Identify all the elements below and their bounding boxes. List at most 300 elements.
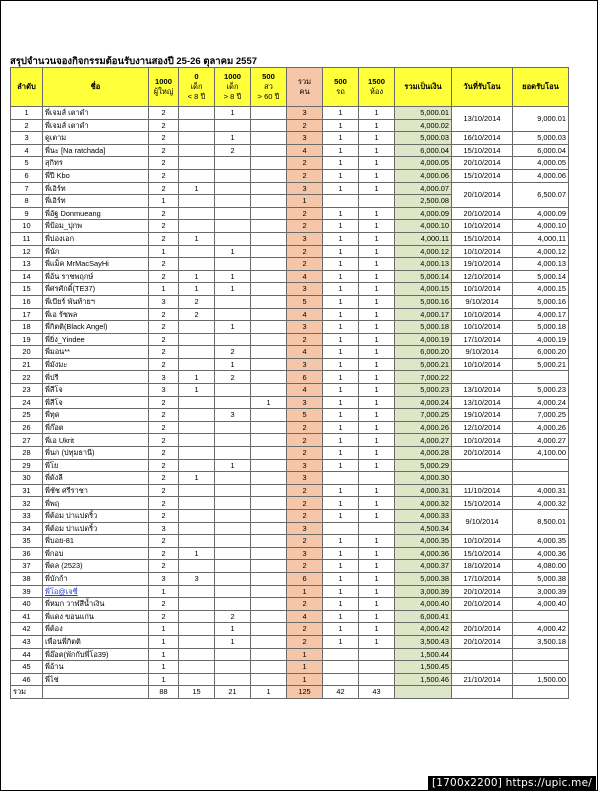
row-money: 4,000.11 <box>395 232 452 245</box>
row-transfer-date: 12/10/2014 <box>452 421 513 434</box>
table-row <box>11 220 569 233</box>
row-number: 28 <box>11 447 43 460</box>
row-name: พี่ป้อม_ปุกพ <box>43 220 149 233</box>
row-car: 1 <box>323 623 359 636</box>
row-transfer-amount: 4,100.00 <box>513 447 569 460</box>
row-transfer-date: 17/10/2014 <box>452 572 513 585</box>
row-transfer-amount: 3,500.18 <box>513 635 569 648</box>
row-people: 3 <box>287 472 323 485</box>
table-row <box>11 535 569 548</box>
table-row <box>11 107 569 120</box>
row-money: 4,000.09 <box>395 207 452 220</box>
row-name: พี่เจมส์ เตาดำ <box>43 119 149 132</box>
row-kid-under-8 <box>179 195 215 208</box>
row-senior <box>251 497 287 510</box>
row-transfer-amount: 8,500.01 <box>513 510 569 535</box>
row-senior <box>251 283 287 296</box>
row-kid-over-8 <box>215 661 251 674</box>
row-transfer-date: 13/10/2014 <box>452 107 513 132</box>
row-transfer-amount: 4,000.09 <box>513 207 569 220</box>
row-transfer-date: 10/10/2014 <box>452 308 513 321</box>
row-room: 1 <box>359 384 395 397</box>
row-senior <box>251 560 287 573</box>
table-row <box>11 661 569 674</box>
row-name: พี่ศรศักดิ์(TE37) <box>43 283 149 296</box>
row-people: 2 <box>287 623 323 636</box>
row-car: 1 <box>323 547 359 560</box>
row-kid-under-8 <box>179 673 215 686</box>
row-adult: 2 <box>149 308 179 321</box>
row-kid-under-8 <box>179 484 215 497</box>
row-kid-over-8 <box>215 384 251 397</box>
row-money: 4,000.26 <box>395 421 452 434</box>
row-kid-under-8 <box>179 258 215 271</box>
row-adult: 1 <box>149 585 179 598</box>
row-name: พี่อ้น ราชพฤกษ์ <box>43 270 149 283</box>
row-transfer-date: 21/10/2014 <box>452 673 513 686</box>
row-kid-under-8 <box>179 321 215 334</box>
row-transfer-amount: 4,000.19 <box>513 333 569 346</box>
row-car: 1 <box>323 447 359 460</box>
row-adult: 3 <box>149 295 179 308</box>
row-people: 2 <box>287 484 323 497</box>
row-kid-over-8 <box>215 169 251 182</box>
row-people: 2 <box>287 497 323 510</box>
row-kid-under-8 <box>179 610 215 623</box>
row-transfer-amount <box>513 661 569 674</box>
row-kid-over-8 <box>215 484 251 497</box>
row-money: 4,000.15 <box>395 283 452 296</box>
row-name: พี่กอบ <box>43 547 149 560</box>
row-money: 4,000.28 <box>395 447 452 460</box>
row-adult: 2 <box>149 484 179 497</box>
table-row <box>11 572 569 585</box>
row-transfer-date <box>452 371 513 384</box>
row-senior <box>251 421 287 434</box>
row-name: พี่ไช่ <box>43 673 149 686</box>
row-senior <box>251 295 287 308</box>
row-room: 1 <box>359 182 395 195</box>
row-adult: 2 <box>149 396 179 409</box>
totals-name-cell <box>43 686 149 699</box>
table-row <box>11 472 569 485</box>
row-room: 1 <box>359 560 395 573</box>
row-number: 24 <box>11 396 43 409</box>
total-date-cell <box>452 686 513 699</box>
row-kid-over-8: 3 <box>215 409 251 422</box>
row-kid-under-8 <box>179 447 215 460</box>
row-kid-over-8: 2 <box>215 144 251 157</box>
row-room: 1 <box>359 157 395 170</box>
row-transfer-amount: 9,000.01 <box>513 107 569 132</box>
row-kid-over-8 <box>215 333 251 346</box>
table-row <box>11 321 569 334</box>
row-transfer-amount: 4,000.36 <box>513 547 569 560</box>
row-name: พี่เบียร์ พันท้ายฯ <box>43 295 149 308</box>
row-kid-under-8: 1 <box>179 472 215 485</box>
row-senior <box>251 535 287 548</box>
row-senior <box>251 585 287 598</box>
row-money: 5,000.23 <box>395 384 452 397</box>
row-adult: 2 <box>149 107 179 120</box>
table-row <box>11 610 569 623</box>
row-kid-under-8: 1 <box>179 182 215 195</box>
row-transfer-amount: 5,000.21 <box>513 358 569 371</box>
row-kid-over-8 <box>215 232 251 245</box>
table-row <box>11 258 569 271</box>
row-transfer-date: 9/10/2014 <box>452 510 513 535</box>
row-senior <box>251 598 287 611</box>
row-name: พี่เอ รัชพล <box>43 308 149 321</box>
row-number: 11 <box>11 232 43 245</box>
row-senior <box>251 333 287 346</box>
row-money: 4,000.13 <box>395 258 452 271</box>
row-room: 1 <box>359 245 395 258</box>
row-number: 18 <box>11 321 43 334</box>
row-car: 1 <box>323 157 359 170</box>
row-adult: 3 <box>149 371 179 384</box>
row-kid-over-8 <box>215 308 251 321</box>
row-car: 1 <box>323 371 359 384</box>
table-row <box>11 510 569 523</box>
row-transfer-date: 11/10/2014 <box>452 484 513 497</box>
row-name: พี่แดง ขอนแก่น <box>43 610 149 623</box>
table-row <box>11 459 569 472</box>
row-money: 4,000.31 <box>395 484 452 497</box>
row-transfer-date: 15/10/2014 <box>452 144 513 157</box>
row-transfer-amount: 5,000.14 <box>513 270 569 283</box>
row-adult: 1 <box>149 635 179 648</box>
table-row <box>11 333 569 346</box>
row-name: พี่สีโจ <box>43 396 149 409</box>
row-kid-under-8 <box>179 421 215 434</box>
row-car: 1 <box>323 333 359 346</box>
row-money: 4,000.24 <box>395 396 452 409</box>
row-people: 2 <box>287 207 323 220</box>
row-number: 20 <box>11 346 43 359</box>
row-kid-over-8 <box>215 119 251 132</box>
row-adult: 2 <box>149 157 179 170</box>
row-senior <box>251 144 287 157</box>
row-name: พี่พฤ <box>43 497 149 510</box>
row-money: 5,000.18 <box>395 321 452 334</box>
row-money: 5,000.14 <box>395 270 452 283</box>
row-kid-over-8: 1 <box>215 321 251 334</box>
row-name: พี่ต้อม ปาแปดริ้ว <box>43 510 149 523</box>
row-kid-under-8 <box>179 635 215 648</box>
row-room <box>359 648 395 661</box>
row-kid-under-8 <box>179 333 215 346</box>
table-row <box>11 207 569 220</box>
row-adult: 2 <box>149 535 179 548</box>
row-kid-over-8 <box>215 220 251 233</box>
row-kid-over-8: 1 <box>215 245 251 258</box>
row-people: 3 <box>287 321 323 334</box>
row-adult: 1 <box>149 673 179 686</box>
row-number: 41 <box>11 610 43 623</box>
row-senior <box>251 447 287 460</box>
row-transfer-date: 16/10/2014 <box>452 132 513 145</box>
row-senior <box>251 409 287 422</box>
row-name: พี่ปี Kbo <box>43 169 149 182</box>
row-adult: 1 <box>149 245 179 258</box>
row-room: 1 <box>359 547 395 560</box>
row-kid-over-8 <box>215 560 251 573</box>
row-transfer-date: 13/10/2014 <box>452 384 513 397</box>
row-transfer-amount: 4,000.12 <box>513 245 569 258</box>
row-senior <box>251 107 287 120</box>
row-car: 1 <box>323 107 359 120</box>
row-money: 4,000.10 <box>395 220 452 233</box>
row-kid-under-8: 1 <box>179 371 215 384</box>
header-name: ชื่อ <box>43 68 149 107</box>
row-adult: 2 <box>149 560 179 573</box>
row-kid-under-8: 1 <box>179 270 215 283</box>
row-adult: 2 <box>149 220 179 233</box>
row-name-link[interactable]: พี่โอ@เจซี่ <box>45 586 78 596</box>
row-number: 1 <box>11 107 43 120</box>
row-kid-over-8 <box>215 673 251 686</box>
row-name: เพื่อนพี่กิตติ <box>43 635 149 648</box>
row-room: 1 <box>359 598 395 611</box>
row-kid-over-8 <box>215 396 251 409</box>
row-senior <box>251 384 287 397</box>
row-people: 2 <box>287 560 323 573</box>
row-car: 1 <box>323 409 359 422</box>
header-room: 1500 ห้อง <box>359 68 395 107</box>
row-kid-over-8 <box>215 182 251 195</box>
row-room: 1 <box>359 232 395 245</box>
row-car <box>323 472 359 485</box>
row-transfer-amount: 3,000.39 <box>513 585 569 598</box>
row-transfer-amount: 4,000.24 <box>513 396 569 409</box>
table-row <box>11 497 569 510</box>
row-kid-under-8: 2 <box>179 308 215 321</box>
row-adult: 3 <box>149 384 179 397</box>
table-row <box>11 396 569 409</box>
row-kid-under-8: 2 <box>179 295 215 308</box>
table-row <box>11 232 569 245</box>
row-kid-under-8 <box>179 107 215 120</box>
row-money: 4,000.02 <box>395 119 452 132</box>
row-people: 2 <box>287 258 323 271</box>
row-people: 6 <box>287 371 323 384</box>
header-kid-under-8: 0 เด็ก < 8 ปี <box>179 68 215 107</box>
row-room: 1 <box>359 484 395 497</box>
row-number: 23 <box>11 384 43 397</box>
row-room: 1 <box>359 144 395 157</box>
row-kid-under-8 <box>179 459 215 472</box>
row-transfer-amount: 4,000.26 <box>513 421 569 434</box>
row-money: 1,500.46 <box>395 673 452 686</box>
row-car: 1 <box>323 358 359 371</box>
row-senior <box>251 547 287 560</box>
table-row <box>11 371 569 384</box>
row-senior <box>251 220 287 233</box>
header-money: รวมเป็นเงิน <box>395 68 452 107</box>
row-senior <box>251 258 287 271</box>
table-row <box>11 484 569 497</box>
row-adult: 1 <box>149 648 179 661</box>
row-money: 6,000.20 <box>395 346 452 359</box>
row-number: 40 <box>11 598 43 611</box>
row-car: 1 <box>323 144 359 157</box>
table-row <box>11 547 569 560</box>
row-kid-over-8 <box>215 421 251 434</box>
row-name: พี่เอิร์ท <box>43 182 149 195</box>
row-car: 1 <box>323 182 359 195</box>
row-room: 1 <box>359 283 395 296</box>
row-transfer-amount: 4,000.42 <box>513 623 569 636</box>
row-transfer-amount: 4,000.06 <box>513 169 569 182</box>
row-car: 1 <box>323 245 359 258</box>
row-kid-under-8 <box>179 157 215 170</box>
row-car: 1 <box>323 258 359 271</box>
row-room: 1 <box>359 321 395 334</box>
table-row <box>11 598 569 611</box>
row-money: 4,000.36 <box>395 547 452 560</box>
row-car: 1 <box>323 321 359 334</box>
row-adult: 1 <box>149 623 179 636</box>
table-row <box>11 409 569 422</box>
row-senior <box>251 484 287 497</box>
header-senior: 500 สว > 60 ปี <box>251 68 287 107</box>
row-people: 1 <box>287 648 323 661</box>
table-row <box>11 623 569 636</box>
row-car: 1 <box>323 497 359 510</box>
row-adult: 2 <box>149 472 179 485</box>
header-people: รวม คน <box>287 68 323 107</box>
row-transfer-date: 15/10/2014 <box>452 169 513 182</box>
row-car: 1 <box>323 535 359 548</box>
row-people: 1 <box>287 661 323 674</box>
row-money: 5,000.29 <box>395 459 452 472</box>
row-senior <box>251 245 287 258</box>
row-kid-under-8: 1 <box>179 384 215 397</box>
row-senior <box>251 157 287 170</box>
row-kid-under-8 <box>179 358 215 371</box>
row-transfer-amount: 7,000.25 <box>513 409 569 422</box>
row-people: 3 <box>287 132 323 145</box>
row-car <box>323 522 359 535</box>
row-kid-over-8 <box>215 295 251 308</box>
row-money: 7,000.25 <box>395 409 452 422</box>
row-kid-under-8 <box>179 144 215 157</box>
row-number: 43 <box>11 635 43 648</box>
row-money: 6,000.41 <box>395 610 452 623</box>
row-transfer-date: 20/10/2014 <box>452 585 513 598</box>
row-senior <box>251 635 287 648</box>
row-name: ดูเตาม <box>43 132 149 145</box>
row-transfer-date: 20/10/2014 <box>452 207 513 220</box>
table-row <box>11 585 569 598</box>
row-name: พี่ชัช ศรีราชา <box>43 484 149 497</box>
row-transfer-amount: 5,000.03 <box>513 132 569 145</box>
row-car: 1 <box>323 459 359 472</box>
row-transfer-amount: 4,000.05 <box>513 157 569 170</box>
row-people: 3 <box>287 283 323 296</box>
table-row <box>11 245 569 258</box>
row-kid-over-8 <box>215 535 251 548</box>
row-number: 32 <box>11 497 43 510</box>
row-money: 4,000.42 <box>395 623 452 636</box>
row-kid-over-8: 1 <box>215 107 251 120</box>
row-transfer-amount: 4,000.10 <box>513 220 569 233</box>
row-people: 4 <box>287 384 323 397</box>
row-room: 1 <box>359 623 395 636</box>
row-people: 3 <box>287 396 323 409</box>
row-kid-under-8 <box>179 648 215 661</box>
row-people: 1 <box>287 195 323 208</box>
row-senior <box>251 207 287 220</box>
row-money: 4,000.33 <box>395 510 452 523</box>
row-number: 17 <box>11 308 43 321</box>
row-number: 35 <box>11 535 43 548</box>
row-room: 1 <box>359 346 395 359</box>
row-name: พี่นก (ปทุมธานี) <box>43 447 149 460</box>
row-people: 2 <box>287 447 323 460</box>
row-kid-over-8: 1 <box>215 283 251 296</box>
row-number: 33 <box>11 510 43 523</box>
row-number: 42 <box>11 623 43 636</box>
row-people: 4 <box>287 346 323 359</box>
row-adult: 2 <box>149 232 179 245</box>
row-room: 1 <box>359 308 395 321</box>
row-number: 5 <box>11 157 43 170</box>
row-kid-over-8 <box>215 598 251 611</box>
row-name: พี่ดล (2523) <box>43 560 149 573</box>
row-name: พี่โย <box>43 459 149 472</box>
row-number: 25 <box>11 409 43 422</box>
row-adult: 2 <box>149 346 179 359</box>
row-transfer-amount <box>513 371 569 384</box>
row-transfer-amount: 4,000.17 <box>513 308 569 321</box>
row-kid-under-8 <box>179 409 215 422</box>
row-people: 1 <box>287 585 323 598</box>
row-money: 1,500.45 <box>395 661 452 674</box>
row-adult: 2 <box>149 207 179 220</box>
row-room: 1 <box>359 270 395 283</box>
table-row <box>11 308 569 321</box>
row-adult: 2 <box>149 510 179 523</box>
row-transfer-amount: 4,000.11 <box>513 232 569 245</box>
row-kid-under-8 <box>179 598 215 611</box>
row-transfer-amount: 4,000.35 <box>513 535 569 548</box>
row-kid-over-8 <box>215 547 251 560</box>
row-money: 4,500.34 <box>395 522 452 535</box>
row-kid-over-8: 2 <box>215 610 251 623</box>
row-room: 1 <box>359 421 395 434</box>
totals-row <box>11 686 569 699</box>
row-money: 4,000.06 <box>395 169 452 182</box>
row-kid-over-8 <box>215 497 251 510</box>
row-adult: 2 <box>149 598 179 611</box>
total-money-cell <box>395 686 452 699</box>
row-transfer-amount: 5,000.23 <box>513 384 569 397</box>
row-transfer-date: 17/10/2014 <box>452 333 513 346</box>
row-room: 1 <box>359 610 395 623</box>
row-kid-under-8 <box>179 560 215 573</box>
row-transfer-amount: 5,000.18 <box>513 321 569 334</box>
row-car <box>323 648 359 661</box>
row-people: 2 <box>287 635 323 648</box>
row-people: 3 <box>287 522 323 535</box>
row-transfer-amount: 4,000.15 <box>513 283 569 296</box>
row-senior <box>251 472 287 485</box>
row-senior <box>251 270 287 283</box>
row-kid-under-8 <box>179 623 215 636</box>
row-name: สุกิทร <box>43 157 149 170</box>
